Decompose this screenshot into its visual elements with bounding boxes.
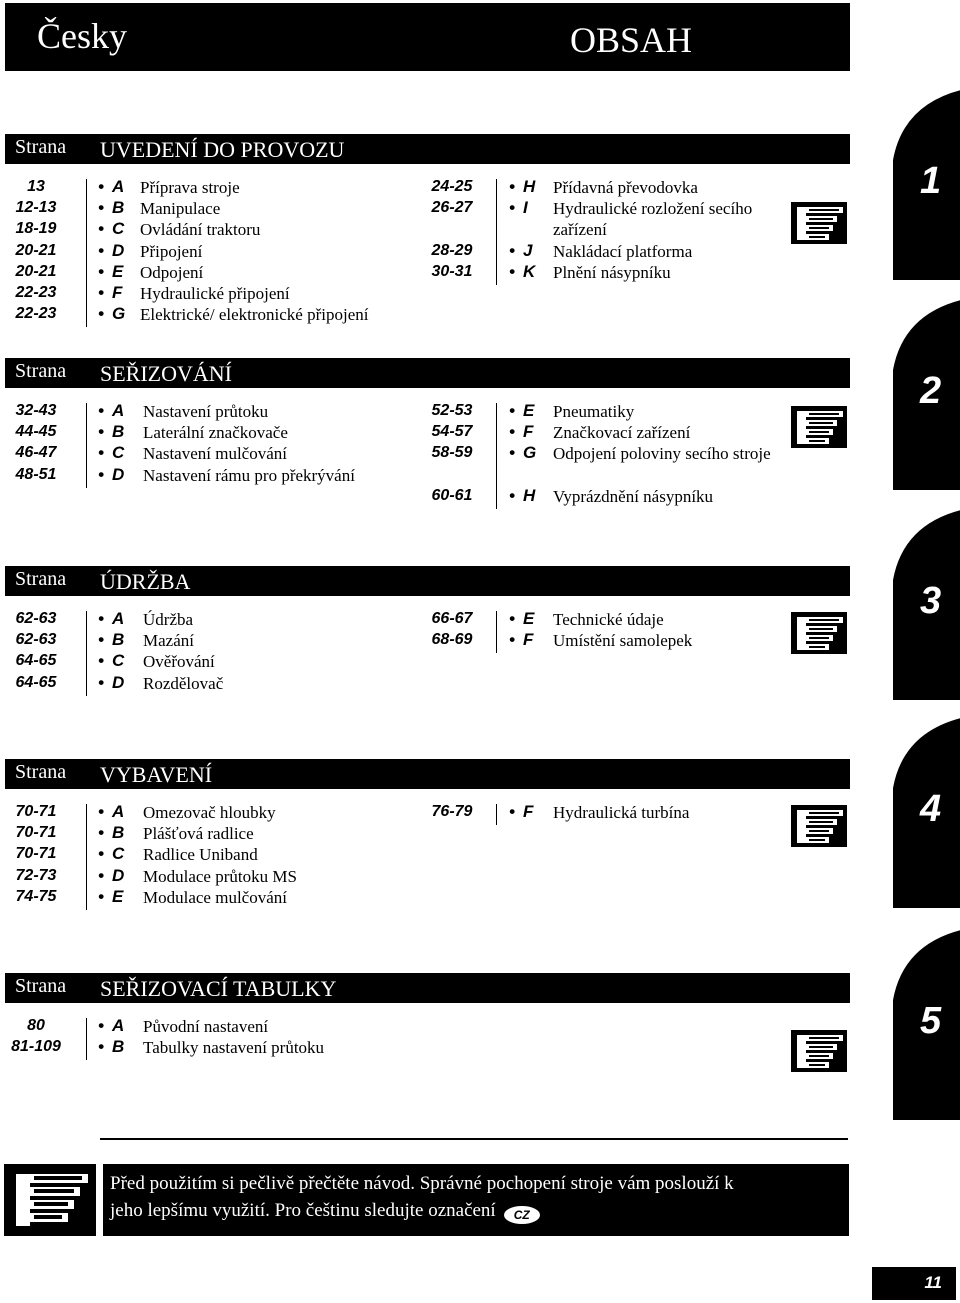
- toc-item-label[interactable]: Údržba: [143, 610, 194, 629]
- toc-item-label[interactable]: Nakládací platforma: [553, 241, 693, 261]
- toc-page-ref: 62-63: [15, 631, 57, 649]
- bullet: •: [509, 401, 515, 420]
- strana-label: Strana: [15, 761, 67, 783]
- toc-item-label[interactable]: Hydraulické připojení: [140, 284, 290, 303]
- toc-item-letter: C: [112, 844, 125, 864]
- divider: [100, 1138, 848, 1140]
- bullet: •: [509, 443, 515, 463]
- bullet: •: [509, 240, 515, 260]
- toc-item-letter: B: [112, 823, 125, 843]
- toc-item-letter: B: [112, 198, 125, 218]
- toc-item-letter: D: [112, 240, 125, 260]
- toc-item-letter: D: [112, 464, 125, 484]
- toc-page-ref: 52-53: [431, 402, 473, 419]
- toc-item-label[interactable]: Původní nastavení: [143, 1017, 269, 1036]
- bullet: •: [98, 443, 104, 463]
- toc-item-label[interactable]: Připojení: [140, 241, 203, 261]
- toc-page-ref: 20-21: [15, 262, 57, 280]
- bullet: •: [509, 802, 515, 821]
- note-line-2: jeho lepšímu využití. Pro češtinu sledujte označení: [110, 1200, 496, 1221]
- toc-item-letter: D: [112, 865, 125, 885]
- toc-item-letter: F: [523, 630, 534, 650]
- toc-page-ref: 22-23: [15, 305, 57, 323]
- toc-item-letter: B: [112, 422, 125, 442]
- toc-item-label[interactable]: Nastavení průtoku: [143, 402, 269, 421]
- bullet: •: [98, 422, 104, 442]
- toc-item-label[interactable]: Rozdělovač: [143, 673, 224, 693]
- toc-page-ref: 70-71: [15, 824, 57, 842]
- manual-hand-icon: [791, 612, 847, 654]
- toc-item-label[interactable]: Elektrické/ elektronické připojení: [140, 305, 369, 325]
- toc-item-label[interactable]: Ovládání traktoru: [140, 220, 261, 240]
- toc-page-ref: 81-109: [11, 1038, 61, 1056]
- toc-page-ref: 24-25: [431, 178, 473, 195]
- instruction-note: [103, 1164, 849, 1236]
- page-number-box: [872, 1267, 956, 1300]
- language-label: Česky: [37, 16, 127, 56]
- toc-page-ref: 68-69: [431, 631, 473, 649]
- bullet: •: [98, 844, 104, 864]
- column-divider: [496, 611, 497, 653]
- bullet: •: [509, 609, 515, 628]
- toc-page-ref: 46-47: [15, 444, 57, 462]
- chapter-number: 1: [920, 160, 942, 202]
- toc-item-label[interactable]: Omezovač hloubky: [143, 803, 276, 822]
- bullet: •: [98, 464, 104, 484]
- toc-page-ref: 12-13: [15, 199, 57, 217]
- section-title: VYBAVENÍ: [100, 762, 213, 787]
- chapter-number: 3: [920, 580, 942, 622]
- toc-item-letter: C: [112, 443, 125, 463]
- toc-item-label[interactable]: Laterální značkovače: [143, 423, 288, 443]
- toc-item-letter: G: [523, 443, 537, 463]
- toc-item-label[interactable]: Odpojení: [140, 262, 204, 282]
- toc-item-letter: I: [523, 198, 528, 218]
- toc-item-label[interactable]: Modulace mulčování: [143, 887, 287, 907]
- column-divider: [496, 179, 497, 285]
- toc-page-ref: 64-65: [15, 652, 57, 670]
- toc-item-label[interactable]: Hydraulická turbína: [553, 803, 690, 822]
- toc-item-letter: C: [112, 219, 125, 239]
- toc-item-letter: G: [112, 304, 126, 324]
- manual-hand-icon: [4, 1164, 96, 1236]
- toc-page-ref: 44-45: [15, 423, 57, 441]
- toc-item-label[interactable]: Nastavení mulčování: [143, 444, 287, 464]
- toc-page-ref: 74-75: [15, 887, 57, 905]
- toc-item-letter: H: [523, 177, 536, 196]
- toc-item-label[interactable]: Radlice Uniband: [143, 845, 258, 865]
- bullet: •: [98, 401, 104, 420]
- toc-item-letter: F: [523, 422, 534, 442]
- toc-item-label[interactable]: Technické údaje: [553, 610, 664, 629]
- toc-page-ref: 72-73: [15, 866, 57, 884]
- column-divider: [86, 1018, 87, 1060]
- toc-page-ref: 66-67: [431, 610, 473, 627]
- strana-label: Strana: [15, 360, 67, 382]
- toc-page-ref: 64-65: [15, 673, 57, 691]
- toc-item-letter: E: [523, 609, 535, 628]
- bullet: •: [98, 886, 104, 906]
- chapter-number: 2: [920, 370, 942, 412]
- toc-item-letter: E: [112, 886, 124, 906]
- page-header: [5, 3, 850, 71]
- column-divider: [86, 611, 87, 696]
- toc-page-ref: 30-31: [431, 262, 473, 280]
- toc-page-ref: 76-79: [431, 803, 473, 820]
- toc-item-label[interactable]: Vyprázdnění násypníku: [553, 486, 714, 506]
- bullet: •: [98, 630, 104, 650]
- toc-item-letter: F: [523, 802, 534, 821]
- toc-item-label[interactable]: Přídavná převodovka: [553, 178, 698, 197]
- bullet: •: [98, 1037, 104, 1057]
- bullet: •: [98, 240, 104, 260]
- toc-page-ref: 70-71: [15, 803, 57, 820]
- strana-label: Strana: [15, 975, 67, 997]
- bullet: •: [98, 865, 104, 885]
- toc-item-label[interactable]: Odpojení poloviny secího stroje: [553, 444, 771, 464]
- toc-item-label[interactable]: Manipulace: [140, 199, 221, 219]
- toc-page-ref: 80: [27, 1017, 45, 1034]
- toc-item-label[interactable]: Mazání: [143, 631, 194, 651]
- manual-hand-icon: [791, 406, 847, 448]
- manual-hand-icon: [791, 805, 847, 847]
- toc-page-ref: 26-27: [431, 199, 473, 217]
- toc-item-label[interactable]: Značkovací zařízení: [553, 423, 691, 443]
- bullet: •: [98, 823, 104, 843]
- toc-item-label[interactable]: Umístění samolepek: [553, 631, 693, 651]
- strana-label: Strana: [15, 136, 67, 158]
- column-divider: [86, 403, 87, 488]
- bullet: •: [98, 219, 104, 239]
- toc-item-letter: H: [523, 485, 536, 505]
- column-divider: [86, 804, 87, 910]
- section-header: [5, 566, 850, 596]
- toc-page-ref: 48-51: [15, 465, 57, 483]
- section-title: SEŘIZOVÁNÍ: [100, 361, 232, 386]
- section-header: [5, 134, 850, 164]
- bullet: •: [509, 261, 515, 281]
- toc-item-label[interactable]: Hydraulické rozložení secího zařízení: [553, 199, 753, 240]
- section-header: [5, 358, 850, 388]
- toc-item-label[interactable]: Plášťová radlice: [143, 824, 254, 844]
- toc-item-label[interactable]: Nastavení rámu pro překrývání: [143, 465, 355, 485]
- page-title: OBSAH: [570, 20, 693, 60]
- section-title: SEŘIZOVACÍ TABULKY: [100, 976, 337, 1001]
- chapter-number: 4: [920, 788, 942, 830]
- toc-item-letter: E: [112, 261, 124, 281]
- bullet: •: [98, 198, 104, 218]
- section-header: [5, 973, 850, 1003]
- toc-item-letter: F: [112, 283, 123, 302]
- toc-page-ref: 28-29: [431, 241, 473, 259]
- toc-page-ref: 62-63: [15, 610, 57, 627]
- bullet: •: [98, 261, 104, 281]
- section-title: ÚDRŽBA: [100, 569, 191, 594]
- toc-item-letter: B: [112, 1037, 125, 1057]
- column-divider: [496, 403, 497, 509]
- toc-page-ref: 70-71: [15, 845, 57, 863]
- toc-item-letter: A: [112, 177, 125, 196]
- toc-item-letter: J: [523, 240, 533, 260]
- toc-item-label[interactable]: Ověřování: [143, 652, 215, 672]
- toc-page-ref: 54-57: [431, 423, 473, 441]
- toc-item-letter: E: [523, 401, 535, 420]
- toc-item-letter: K: [523, 261, 536, 281]
- bullet: •: [98, 283, 104, 302]
- bullet: •: [98, 177, 104, 196]
- toc-item-letter: A: [112, 802, 125, 821]
- toc-item-label[interactable]: Plnění násypníku: [553, 262, 671, 282]
- toc-page-ref: 60-61: [431, 486, 473, 504]
- toc-page-ref: 22-23: [15, 284, 57, 301]
- toc-item-letter: B: [112, 630, 125, 650]
- bullet: •: [98, 651, 104, 671]
- manual-hand-icon: [791, 202, 847, 244]
- bullet: •: [98, 304, 104, 324]
- toc-page-ref: 32-43: [15, 402, 57, 419]
- toc-item-label[interactable]: Pneumatiky: [553, 402, 635, 421]
- toc-item-letter: D: [112, 672, 125, 692]
- bullet: •: [509, 485, 515, 505]
- strana-label: Strana: [15, 568, 67, 590]
- toc-item-label[interactable]: Příprava stroje: [140, 178, 240, 197]
- toc-item-letter: A: [112, 609, 125, 628]
- bullet: •: [509, 177, 515, 196]
- column-divider: [86, 179, 87, 327]
- bullet: •: [509, 198, 515, 218]
- bullet: •: [98, 672, 104, 692]
- bullet: •: [98, 1016, 104, 1035]
- toc-item-letter: A: [112, 1016, 125, 1035]
- bullet: •: [509, 422, 515, 442]
- bullet: •: [98, 609, 104, 628]
- toc-item-letter: C: [112, 651, 125, 671]
- cz-badge: CZ: [504, 1206, 540, 1224]
- page-number: 11: [924, 1273, 942, 1292]
- toc-item-label[interactable]: Modulace průtoku MS: [143, 866, 297, 886]
- manual-hand-icon: [791, 1030, 847, 1072]
- toc-page-ref: 18-19: [15, 220, 57, 238]
- bullet: •: [509, 630, 515, 650]
- section-header: [5, 759, 850, 789]
- toc-item-label[interactable]: Tabulky nastavení průtoku: [143, 1038, 325, 1058]
- column-divider: [496, 804, 497, 825]
- section-title: UVEDENÍ DO PROVOZU: [100, 137, 345, 162]
- toc-page-ref: 13: [27, 178, 45, 195]
- chapter-number: 5: [920, 1000, 942, 1042]
- note-line-1: Před použitím si pečlivě přečtěte návod. Správné pochopení stroje vám poslouží k: [110, 1173, 734, 1194]
- toc-page-ref: 20-21: [15, 241, 57, 259]
- toc-page-ref: 58-59: [431, 444, 473, 462]
- toc-item-letter: A: [112, 401, 125, 420]
- bullet: •: [98, 802, 104, 821]
